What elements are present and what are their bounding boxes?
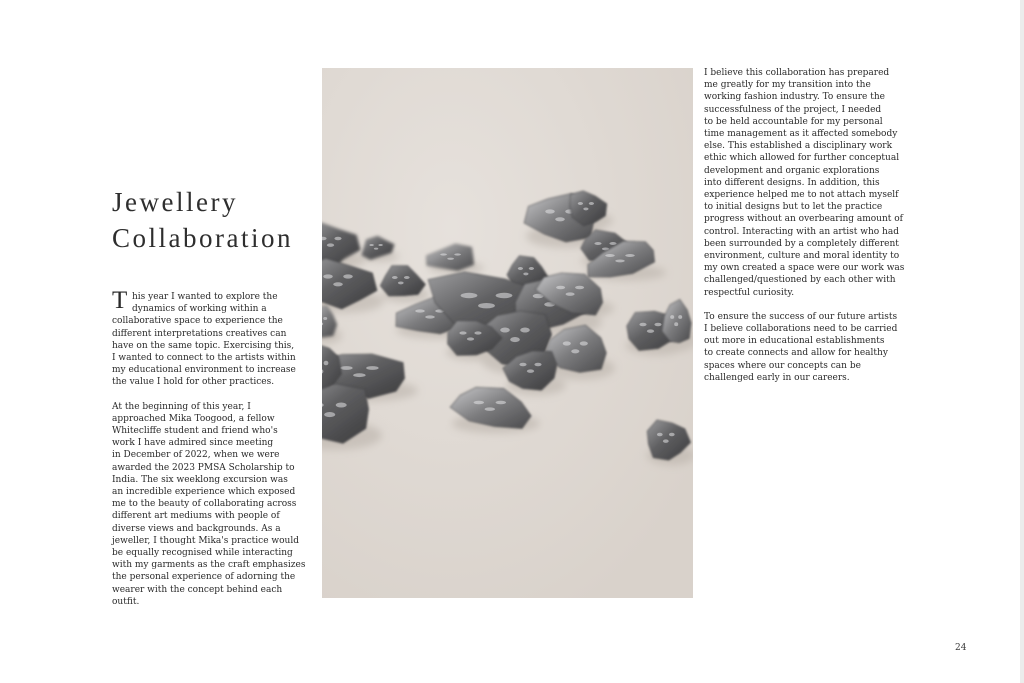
text-line: time management as it affected somebody <box>704 129 898 140</box>
page-edge <box>1020 0 1024 683</box>
text-line: Whitecliffe student and friend who's <box>112 426 278 437</box>
jewellery-photo <box>322 68 693 598</box>
text-line: my educational environment to increase <box>112 365 296 376</box>
text-line: development and organic explorations <box>704 165 880 176</box>
text-line: me to the beauty of collaborating across <box>112 499 297 510</box>
page-title <box>112 184 293 256</box>
text-line: ethic which allowed for further conceptual <box>704 153 900 164</box>
text-line: into different designs. In addition, this <box>704 177 880 188</box>
text-line: his year I wanted to explore the <box>132 292 278 302</box>
text-line: collaborative space to experience the <box>112 316 283 327</box>
text-line: I wanted to connect to the artists within <box>112 353 296 364</box>
text-line: working fashion industry. To ensure the <box>704 92 885 103</box>
text-line: an incredible experience which exposed <box>112 487 296 498</box>
text-line: dynamics of working within a <box>132 304 267 315</box>
left-paragraph-1 <box>112 291 317 389</box>
text-line: wearer with the concept behind each <box>112 584 283 595</box>
text-line: successfulness of the project, I needed <box>704 104 882 115</box>
text-line: the personal experience of adorning the <box>112 572 296 583</box>
text-line: To ensure the success of our future artists <box>704 311 898 322</box>
text-line: diverse views and backgrounds. As a <box>112 523 281 534</box>
text-line: progress without an overbearing amount of <box>704 214 904 225</box>
text-line: challenged early in our careers. <box>704 372 850 383</box>
text-line: awarded the 2023 PMSA Scholarship to <box>112 462 295 473</box>
text-line: me greatly for my transition into the <box>704 80 871 91</box>
text-line: respectful curiosity. <box>704 287 795 298</box>
text-line: different interpretations creatives can <box>112 328 287 339</box>
text-line: been surrounded by a completely different <box>704 238 899 249</box>
right-text-column <box>704 67 916 396</box>
text-line: my own created a space were our work was <box>704 263 905 274</box>
text-line: India. The six weeklong excursion was <box>112 474 288 485</box>
silver-nuggets-image <box>322 68 693 598</box>
text-line: be equally recognised while interacting <box>112 548 293 559</box>
text-line: out more in educational establishments <box>704 336 885 347</box>
text-line: to be held accountable for my personal <box>704 116 883 127</box>
text-line: approached Mika Toogood, a fellow <box>112 413 275 424</box>
text-line: experience helped me to not attach myself <box>704 190 899 201</box>
right-paragraph-1 <box>704 67 916 299</box>
text-line: spaces where our concepts can be <box>704 360 861 371</box>
right-paragraph-2 <box>704 311 916 384</box>
text-line: I believe collaborations need to be carried <box>704 324 898 335</box>
drop-cap: T <box>112 287 128 314</box>
text-line: in December of 2022, when we were <box>112 450 280 461</box>
text-line: jeweller, I thought Mika's practice would <box>112 535 299 546</box>
text-line: different art mediums with people of <box>112 511 280 522</box>
text-line: control. Interacting with an artist who had <box>704 226 899 237</box>
text-line: work I have admired since meeting <box>112 438 274 449</box>
text-line: outfit. <box>112 596 140 607</box>
left-text-column <box>112 291 317 620</box>
text-line: I believe this collaboration has prepared <box>704 68 890 78</box>
text-line: with my garments as the craft emphasizes <box>112 560 306 571</box>
title-line-2: Collaboration <box>112 223 293 253</box>
text-line: At the beginning of this year, I <box>112 401 251 412</box>
page-number: 24 <box>955 643 967 653</box>
text-line: environment, culture and moral identity to <box>704 251 900 262</box>
text-line: have on the same topic. Exercising this, <box>112 340 295 351</box>
text-line: else. This established a disciplinary work <box>704 141 893 152</box>
text-line: challenged/questioned by each other with <box>704 275 896 286</box>
left-paragraph-2 <box>112 401 317 608</box>
text-line: to initial designs but to let the practice <box>704 202 883 213</box>
title-line-1: Jewellery <box>112 187 238 217</box>
text-line: to create connects and allow for healthy <box>704 348 888 359</box>
text-line: the value I hold for other practices. <box>112 377 275 388</box>
